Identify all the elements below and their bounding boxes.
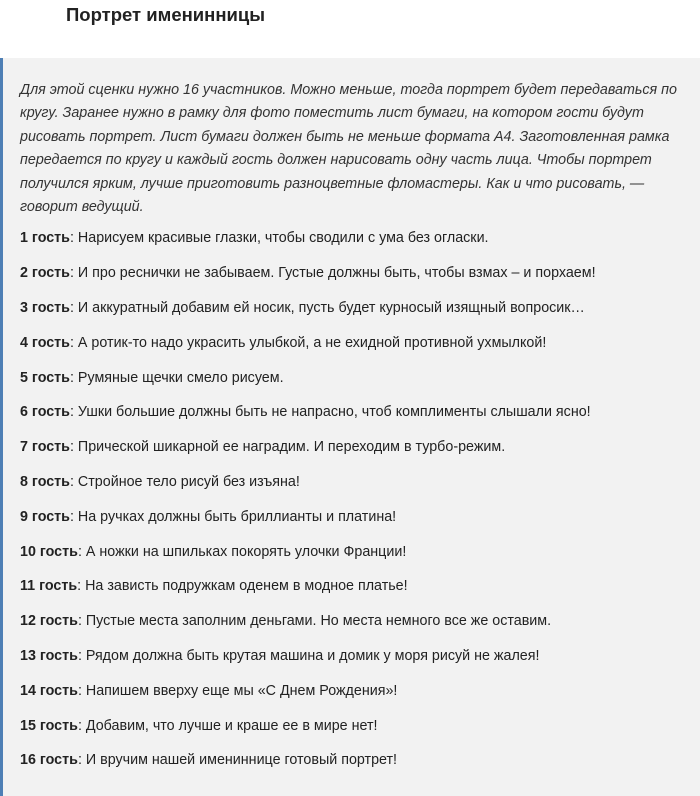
verse-text: : Ушки большие должны быть не напрасно, чтоб комплименты слышали ясно! (69, 404, 591, 421)
verse-text: : Румяные щечки смело рисуем. (69, 369, 284, 386)
verse-text: : А ротик-то надо украсить улыбкой, а не ехидной противной ухмылкой! (69, 334, 547, 351)
guest-label: 16 гость (20, 752, 78, 769)
verse-line (20, 681, 700, 716)
guest-label: 11 гость (20, 578, 78, 595)
verse-text: : Нарисуем красивые глазки, чтобы сводили с ума без огласки. (69, 230, 489, 247)
guest-label: 9 гость (20, 508, 70, 525)
guest-label: 1 гость (20, 230, 70, 247)
verse-text: : Рядом должна быть крутая машина и домик у моря рисуй не жалея! (77, 648, 540, 664)
verse-text: : Напишем вверху еще мы «С Днем Рождения»! (77, 682, 398, 699)
verse-text: : Стройное тело рисуй без изъяна! (69, 474, 300, 491)
guest-label: 6 гость (20, 404, 70, 421)
verse-text: : А ножки на шпильках покорять улочки Франции! (77, 543, 407, 560)
guest-label: 7 гость (20, 439, 70, 456)
guest-label: 12 гость (20, 613, 78, 630)
guest-label: 15 гость (20, 717, 78, 734)
verse-line (20, 368, 700, 403)
verse-text: : И аккуратный добавим ей носик, пусть будет курносый изящный вопросик… (69, 300, 585, 317)
title-bar (0, 0, 700, 58)
verse-text: : На зависть подружкам оденем в модное платье! (77, 578, 408, 595)
guest-label: 10 гость (20, 543, 78, 560)
verse-text: : Пустые места заполним деньгами. Но места немного все же оставим. (77, 613, 552, 630)
guest-label: 14 гость (20, 682, 78, 699)
verse-line (20, 542, 700, 577)
guest-label: 5 гость (20, 369, 70, 386)
verse-text: : Добавим, что лучше и краше ее в мире нет! (77, 717, 378, 734)
verse-line (20, 646, 700, 681)
verse-line (20, 298, 700, 333)
guest-label: 8 гость (20, 474, 70, 491)
verse-line (20, 576, 700, 611)
verse-line (20, 228, 700, 263)
quote-block (0, 58, 700, 796)
verse-line (20, 333, 700, 368)
verse-line (20, 716, 700, 751)
verse-line (20, 402, 700, 437)
page-title: Портрет именинницы (66, 4, 266, 25)
verse-line (20, 750, 700, 785)
verse-line (20, 263, 700, 298)
verse-line (20, 507, 700, 542)
guest-label: 4 гость (20, 334, 70, 351)
verse-line (20, 437, 700, 472)
guest-label: 3 гость (20, 300, 70, 317)
verse-text: : И про реснички не забываем. Густые должны быть, чтобы взмах – и порхаем! (69, 265, 596, 282)
verse-line (20, 611, 700, 646)
verse-text: : И вручим нашей имениннице готовый портрет! (77, 752, 398, 769)
guest-label: 13 гость (20, 648, 78, 664)
guest-label: 2 гость (20, 265, 70, 282)
intro-paragraph: Для этой сценки нужно 16 участников. Можно меньше, тогда портрет будет передаваться по кругу. Заранее нужно в рамку для фото поместить лист бумаги, на котором гости будут рисовать портрет. Лист бумаги должен быть не меньше формата А4. Заготовленная рамка передается по кругу и каждый гость должен нарисовать одну часть лица. Чтобы портрет получился ярким, лучше приготовить разноцветные фломастеры. Как и что рисовать, — говорит ведущий. (20, 82, 677, 216)
verse-line (20, 472, 700, 507)
verse-text: : Прической шикарной ее наградим. И переходим в турбо-режим. (69, 439, 506, 456)
verse-text: : На ручках должны быть бриллианты и платина! (69, 508, 397, 525)
